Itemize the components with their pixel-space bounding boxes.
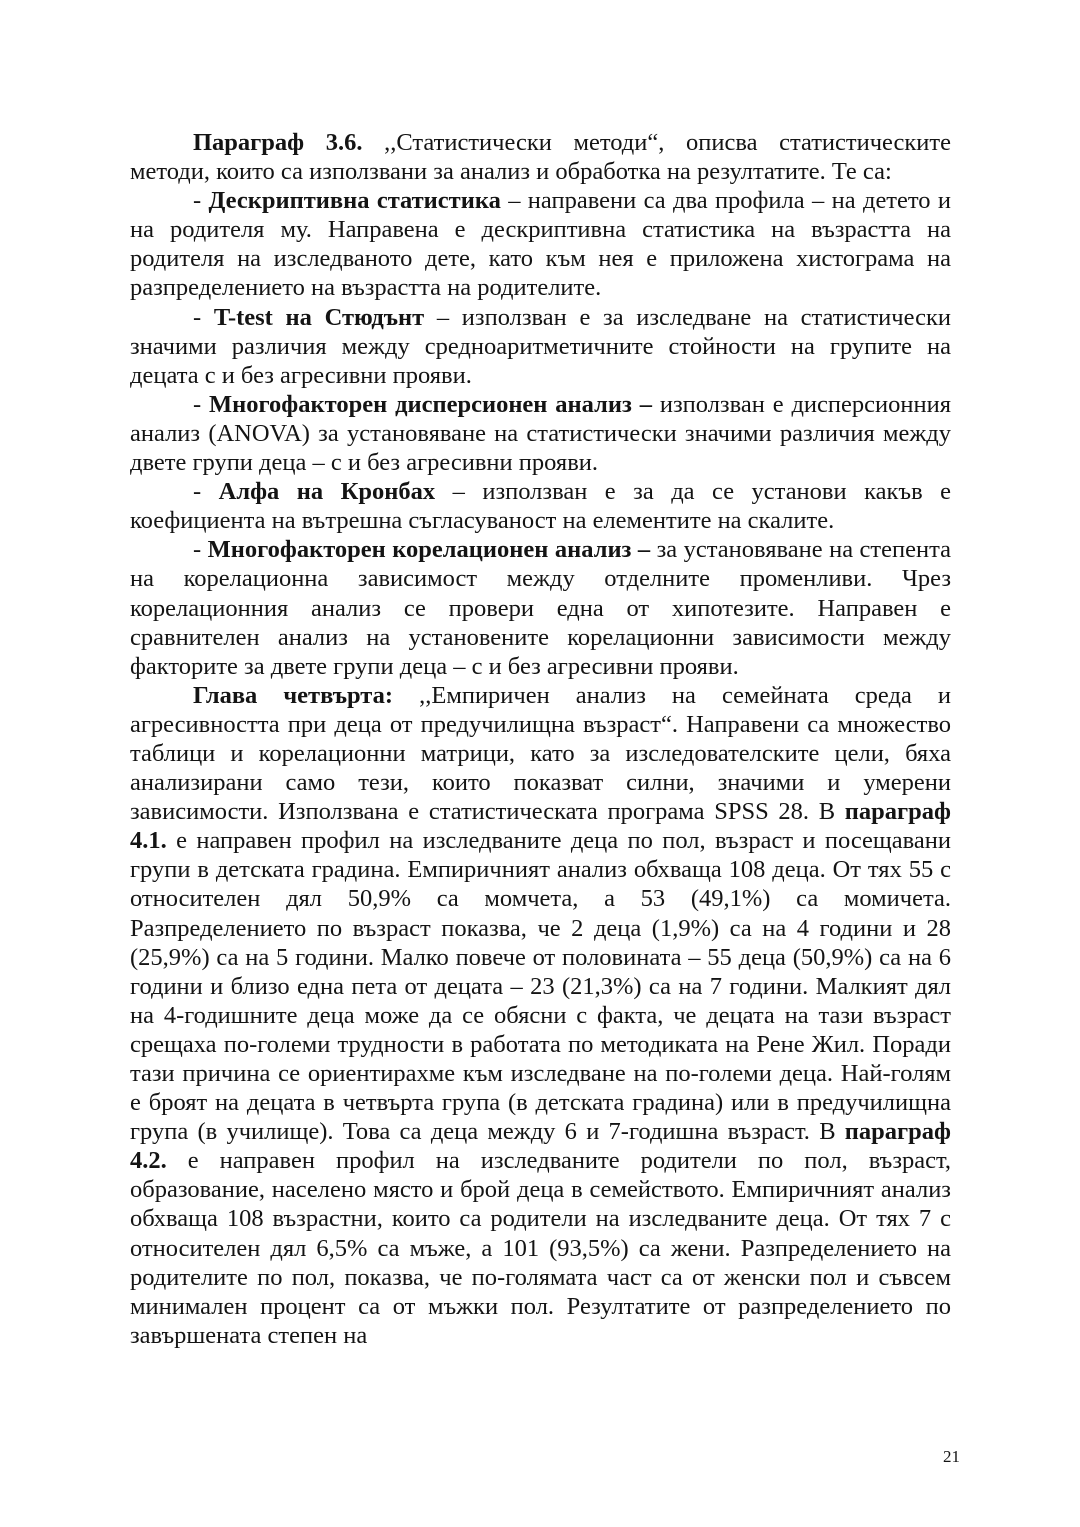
paragraph-lead-bold: Глава четвърта:: [193, 681, 394, 709]
list-item-text: използван е дисперсионния анализ (ANOVA) за установяване на статистически значими различия между двете групи деца – с и без агресивни прояви.: [130, 390, 951, 477]
list-item-lead-bold: Многофакторен корелационен анализ –: [207, 536, 651, 564]
section-ref-4-1: параграф 4.1.: [130, 798, 951, 855]
list-dash: -: [193, 187, 209, 215]
list-item-correlation-analysis: [130, 535, 951, 680]
list-item-lead-bold: Многофакторен дисперсионен анализ –: [209, 390, 652, 418]
paragraph-text: ,,Емпиричен анализ на семейната среда и агресивността при деца от предучилищна възраст“. Направени са множество таблици и корелационни матрици, като за изследователските цели, бяха анализирани само тези, които показват силни, значими и умерени зависимости. Използвана е статистическата програма SPSS 28. В: [130, 681, 951, 826]
list-item-descriptive-statistics: [130, 186, 951, 302]
list-dash: -: [193, 478, 219, 506]
list-item-lead-bold: T-test на Стюдънт: [213, 303, 425, 331]
list-item-text: – използван е за изследване на статистически значими различия между средноаритметичните стойности на групите на децата с и без агресивни прояви.: [130, 303, 951, 389]
list-item-text: – направени са два профила – на детето и на родителя му. Направена е дескриптивна статистика на възрастта на родителя на изследваното дете, като към нея е приложена хистограма на разпределението на възрастта на родителите.: [130, 187, 952, 302]
list-item-anova: [130, 390, 951, 477]
paragraph-text: ,,Статистически методи“, описва статистическите методи, които са използвани за анализ и обработка на резултатите. Те са:: [130, 129, 951, 186]
paragraph-text: е направен профил на изследваните деца по пол, възраст и посещавани групи в детската градина. Емпиричният анализ обхваща 108 деца. От тях 55 с относителен дял 50,9% са момчета, а 53 (49,1%) са момичета. Разпределението по възраст показва, че 2 деца (1,9%) са на 4 години и 28 (25,9%) са на 5 години. Малко повече от половината – 55 деца (50,9%) са на 6 години и близо една пета от децата – 23 (21,3%) са на 7 години. Малкият дял на 4-годишните деца може да се обясни с факта, че децата на тази възраст срещаха по-големи трудности в работата по методиката на Рене Жил. Поради тази причина се ориентирахме към изследване на по-големи деца. Най-голям е броят на децата в четвърта група (в детската градина) или в предучилищна група (в училище). Това са деца между 6 и 7-годишна възраст. В: [130, 827, 951, 1146]
list-item-lead-bold: Дескриптивна статистика: [208, 187, 501, 215]
list-item-cronbach-alpha: [130, 477, 951, 535]
paragraph-chapter-four: [130, 681, 951, 1350]
paragraph-section-3-6: [130, 128, 951, 186]
list-dash: -: [193, 390, 210, 418]
paragraph-text: е направен профил на изследваните родители по пол, възраст, образование, населено място и брой деца в семейството. Емпиричният анализ обхваща 108 възрастни, които са родители на изследваните деца. От тях 7 с относителен дял 6,5% са мъже, а 101 (93,5%) са жени. Разпределението на родителите по пол, показва, че по-голямата част са от женски пол и съвсем минимален процент са от мъжки пол. Резултатите от разпределението по завършената степен на: [130, 1147, 951, 1349]
list-item-t-test: [130, 303, 951, 390]
section-ref-4-2: параграф 4.2.: [130, 1118, 951, 1175]
list-item-text: за установяване на степента на корелационна зависимост между отделните променливи. Чрез корелационния анализ се провери една от хипотезите. Направен е сравнителен анализ на установените корелационни зависимости между факторите за двете групи деца – с и без агресивни прояви.: [130, 536, 951, 680]
list-item-text: – използван е за да се установи какъв е коефициента на вътрешна съгласуваност на елементите на скалите.: [130, 478, 951, 535]
document-page: [130, 128, 951, 1350]
list-dash: -: [193, 536, 208, 564]
list-item-lead-bold: Алфа на Кронбах: [218, 478, 436, 506]
paragraph-lead-bold: Параграф 3.6.: [193, 129, 363, 156]
page-number: 21: [943, 1447, 960, 1466]
list-dash: -: [193, 303, 214, 331]
